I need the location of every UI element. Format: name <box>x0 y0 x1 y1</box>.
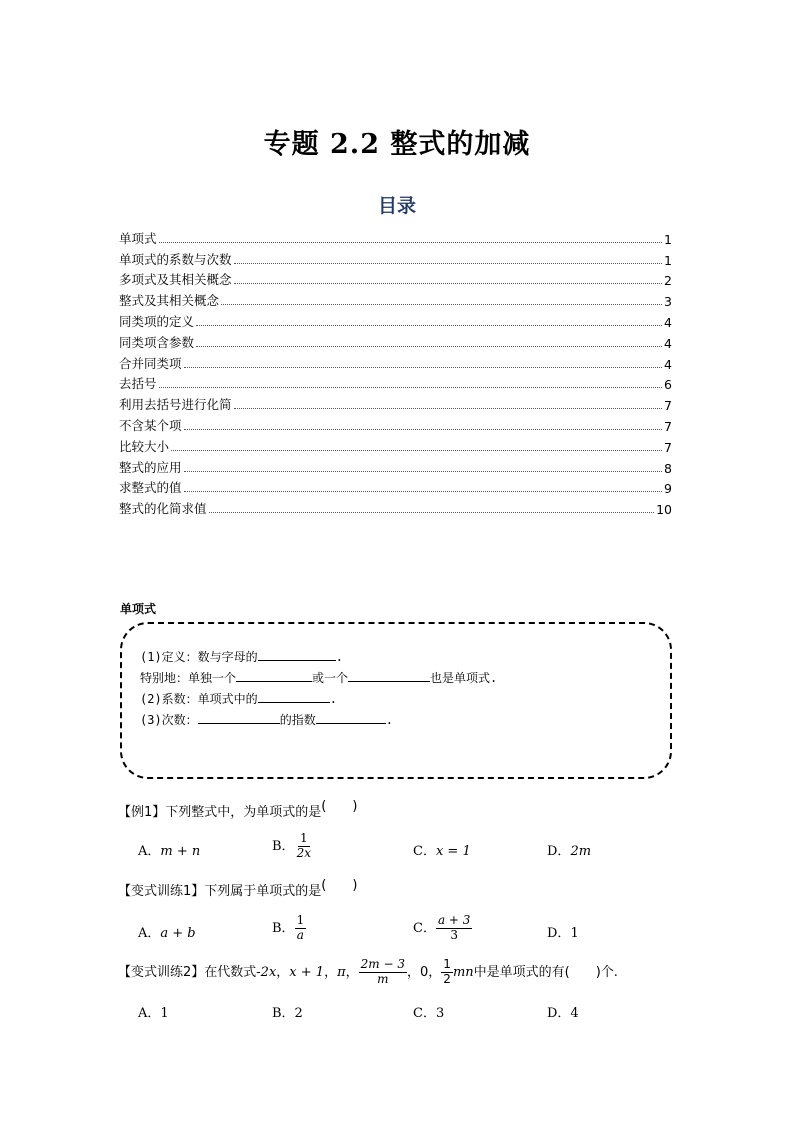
fraction: $\frac{1}{a}$ <box>296 913 305 942</box>
toc-entry-page: 7 <box>664 439 672 455</box>
toc-entry[interactable] <box>119 247 672 268</box>
toc-entry-label: 整式的化简求值 <box>119 501 207 517</box>
toc-entry-page: 10 <box>656 502 672 518</box>
option-a: A．1 <box>138 1006 169 1021</box>
toc-entry[interactable] <box>119 268 672 289</box>
toc-entry-page: 7 <box>664 418 672 434</box>
toc-entry-page: 1 <box>664 252 672 268</box>
toc-leader-dots <box>196 346 662 347</box>
option-c: C．x = 1 <box>413 844 471 859</box>
variant-2-prompt: 【变式训练2】在代数式-2x，x + 1，π， $\frac{2m - 3}{m}$ ，0， $\frac{1}{2}$ mn中是单项式的有( )个. <box>118 957 618 986</box>
toc-entry-label: 同类项含参数 <box>119 334 195 350</box>
variant-1-prompt: 【变式训练1】下列属于单项式的是( ) <box>118 878 358 899</box>
toc-entry-label: 合并同类项 <box>119 355 182 371</box>
toc-entry[interactable] <box>119 351 672 372</box>
fraction: $\frac{2m - 3}{m}$ <box>360 957 405 986</box>
toc-entry-page: 4 <box>664 356 672 372</box>
toc-entry[interactable] <box>119 372 672 393</box>
table-of-contents <box>119 226 672 517</box>
toc-heading: 目录 <box>377 195 416 217</box>
blank <box>258 690 330 703</box>
toc-entry[interactable] <box>119 330 672 351</box>
toc-leader-dots <box>159 242 663 243</box>
toc-entry-label: 单项式的系数与次数 <box>119 251 232 267</box>
toc-leader-dots <box>234 408 663 409</box>
blank <box>316 711 386 724</box>
toc-leader-dots <box>184 491 663 492</box>
toc-entry-page: 1 <box>664 231 672 247</box>
toc-entry-label: 同类项的定义 <box>119 313 195 329</box>
option-b: B．2 <box>272 1006 303 1021</box>
toc-entry[interactable] <box>119 392 672 413</box>
toc-leader-dots <box>159 387 663 388</box>
toc-entry-label: 求整式的值 <box>119 480 182 496</box>
toc-leader-dots <box>209 512 655 513</box>
toc-leader-dots <box>234 263 663 264</box>
toc-entry-page: 2 <box>664 273 672 289</box>
toc-entry-page: 9 <box>664 481 672 497</box>
toc-entry[interactable] <box>119 309 672 330</box>
page-title: 专题 2.2 整式的加减 <box>263 129 531 160</box>
toc-leader-dots <box>171 450 662 451</box>
toc-leader-dots <box>184 471 663 472</box>
fraction: $\frac{a + 3}{3}$ <box>437 913 471 942</box>
option-a: A．a + b <box>138 926 196 941</box>
definition-line-2: 特别地：单独一个 或一个 也是单项式. <box>140 671 498 685</box>
blank <box>236 669 312 682</box>
toc-entry[interactable] <box>119 496 672 517</box>
fraction: $\frac{1}{2}$ <box>443 957 451 986</box>
toc-entry-page: 8 <box>664 460 672 476</box>
option-b: B． $\frac{1}{2x}$ <box>272 831 311 860</box>
blank <box>198 711 280 724</box>
option-a: A．m + n <box>138 844 201 859</box>
blank <box>258 648 336 661</box>
toc-entry-label: 多项式及其相关概念 <box>119 272 232 288</box>
toc-entry-label: 不含某个项 <box>119 417 182 433</box>
toc-entry-label: 整式的应用 <box>119 459 182 475</box>
definition-line-1: (1)定义：数与字母的 . <box>140 650 343 664</box>
toc-entry-page: 6 <box>664 377 672 393</box>
section-title: 单项式 <box>120 602 157 616</box>
definition-line-3: (2)系数：单项式中的 . <box>140 692 337 706</box>
option-b: B． $\frac{1}{a}$ <box>272 913 305 942</box>
toc-entry[interactable] <box>119 226 672 247</box>
toc-entry[interactable] <box>119 434 672 455</box>
toc-entry-page: 4 <box>664 314 672 330</box>
toc-entry[interactable] <box>119 455 672 476</box>
toc-entry-label: 去括号 <box>119 376 157 392</box>
definition-line-4: (3)次数： 的指数 . <box>140 713 393 727</box>
option-d: D．4 <box>547 1006 579 1021</box>
toc-entry[interactable] <box>119 413 672 434</box>
option-c: C． $\frac{a + 3}{3}$ <box>413 913 471 942</box>
option-d: D．1 <box>547 926 579 941</box>
toc-entry-page: 4 <box>664 335 672 351</box>
toc-entry-page: 7 <box>664 398 672 414</box>
option-d: D．2m <box>547 844 592 859</box>
toc-entry-label: 利用去括号进行化简 <box>119 397 232 413</box>
toc-leader-dots <box>184 367 663 368</box>
option-c: C．3 <box>413 1006 445 1021</box>
toc-leader-dots <box>184 429 663 430</box>
fraction: $\frac{1}{2x}$ <box>296 831 311 860</box>
toc-entry-label: 比较大小 <box>119 438 170 454</box>
toc-leader-dots <box>234 283 663 284</box>
toc-entry[interactable] <box>119 476 672 497</box>
toc-entry[interactable] <box>119 288 672 309</box>
toc-entry-label: 整式及其相关概念 <box>119 293 220 309</box>
toc-leader-dots <box>196 325 662 326</box>
toc-entry-page: 3 <box>664 294 672 310</box>
example-1-prompt: 【例1】下列整式中，为单项式的是( ) <box>118 799 358 820</box>
toc-leader-dots <box>221 304 662 305</box>
toc-entry-label: 单项式 <box>119 230 157 246</box>
blank <box>348 669 430 682</box>
